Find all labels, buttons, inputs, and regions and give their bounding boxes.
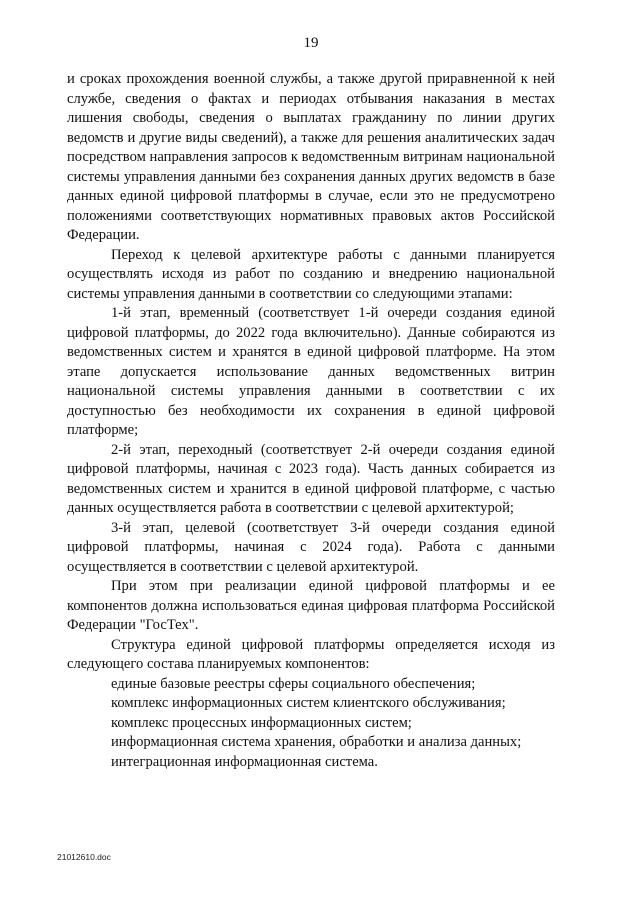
paragraph-transition-plan: Переход к целевой архитектуре работы с данными планируется осуществлять исходя из работ по созданию и внедрению национальной системы управления данными в соответствии со следующими этапами: — [67, 246, 555, 302]
document-body — [67, 70, 555, 772]
list-item: единые базовые реестры сферы социального обеспечения; — [111, 675, 476, 692]
list-item: интеграционная информационная система. — [111, 753, 378, 770]
components-list — [67, 675, 555, 773]
paragraph-gostech: При этом при реализации единой цифровой платформы и ее компонентов должна использоваться единая цифровая платформа Российской Федерации "ГосТех". — [67, 578, 555, 633]
paragraph-stage-3: 3-й этап, целевой (соответствует 3-й очереди создания единой цифровой платформы, начиная с 2024 года). Работа с данными осуществляется в соответствии с целевой архитектурой. — [67, 519, 555, 575]
page-number: 19 — [303, 35, 319, 51]
paragraph-stage-2: 2-й этап, переходный (соответствует 2-й очереди создания единой цифровой платформы, начиная с 2023 года). Часть данных собирается из ведомственных систем и хранится в единой цифровой платформе, с частью данных осуществляется работа в соответствии с целевой архитектурой; — [67, 441, 555, 516]
paragraph-structure: Структура единой цифровой платформы определяется исходя из следующего состава планируемых компонентов: — [67, 636, 555, 672]
footer-file-code: 21012610.doc — [57, 852, 111, 862]
list-item: комплекс процессных информационных систем; — [111, 714, 412, 731]
paragraph-stage-1: 1-й этап, временный (соответствует 1-й очереди создания единой цифровой платформы, до 2022 года включительно). Данные собираются из ведомственных систем и хранятся в единой цифровой платформе. На этом этапе допускается использование данных ведомственных витрин национальной системы управления данными в соответствии с их доступностью без необходимости их сохранения в единой цифровой платформе; — [67, 305, 555, 438]
paragraph-continuation: и сроках прохождения военной службы, а также другой приравненной к ней службе, сведения о фактах и периодах отбывания наказания в местах лишения свободы, сведения о выплатах гражданину по линии других ведомств и другие виды сведений), а также для решения аналитических задач посредством направления запросов к ведомственным витринам национальной системы управления данными без сохранения данных других ведомств в базе данных единой цифровой платформы в случае, если это не предусмотрено положениями соответствующих нормативных правовых актов Российской Федерации. — [67, 71, 555, 243]
list-item: комплекс информационных систем клиентского обслуживания; — [111, 695, 506, 711]
list-item: информационная система хранения, обработки и анализа данных; — [111, 734, 522, 750]
